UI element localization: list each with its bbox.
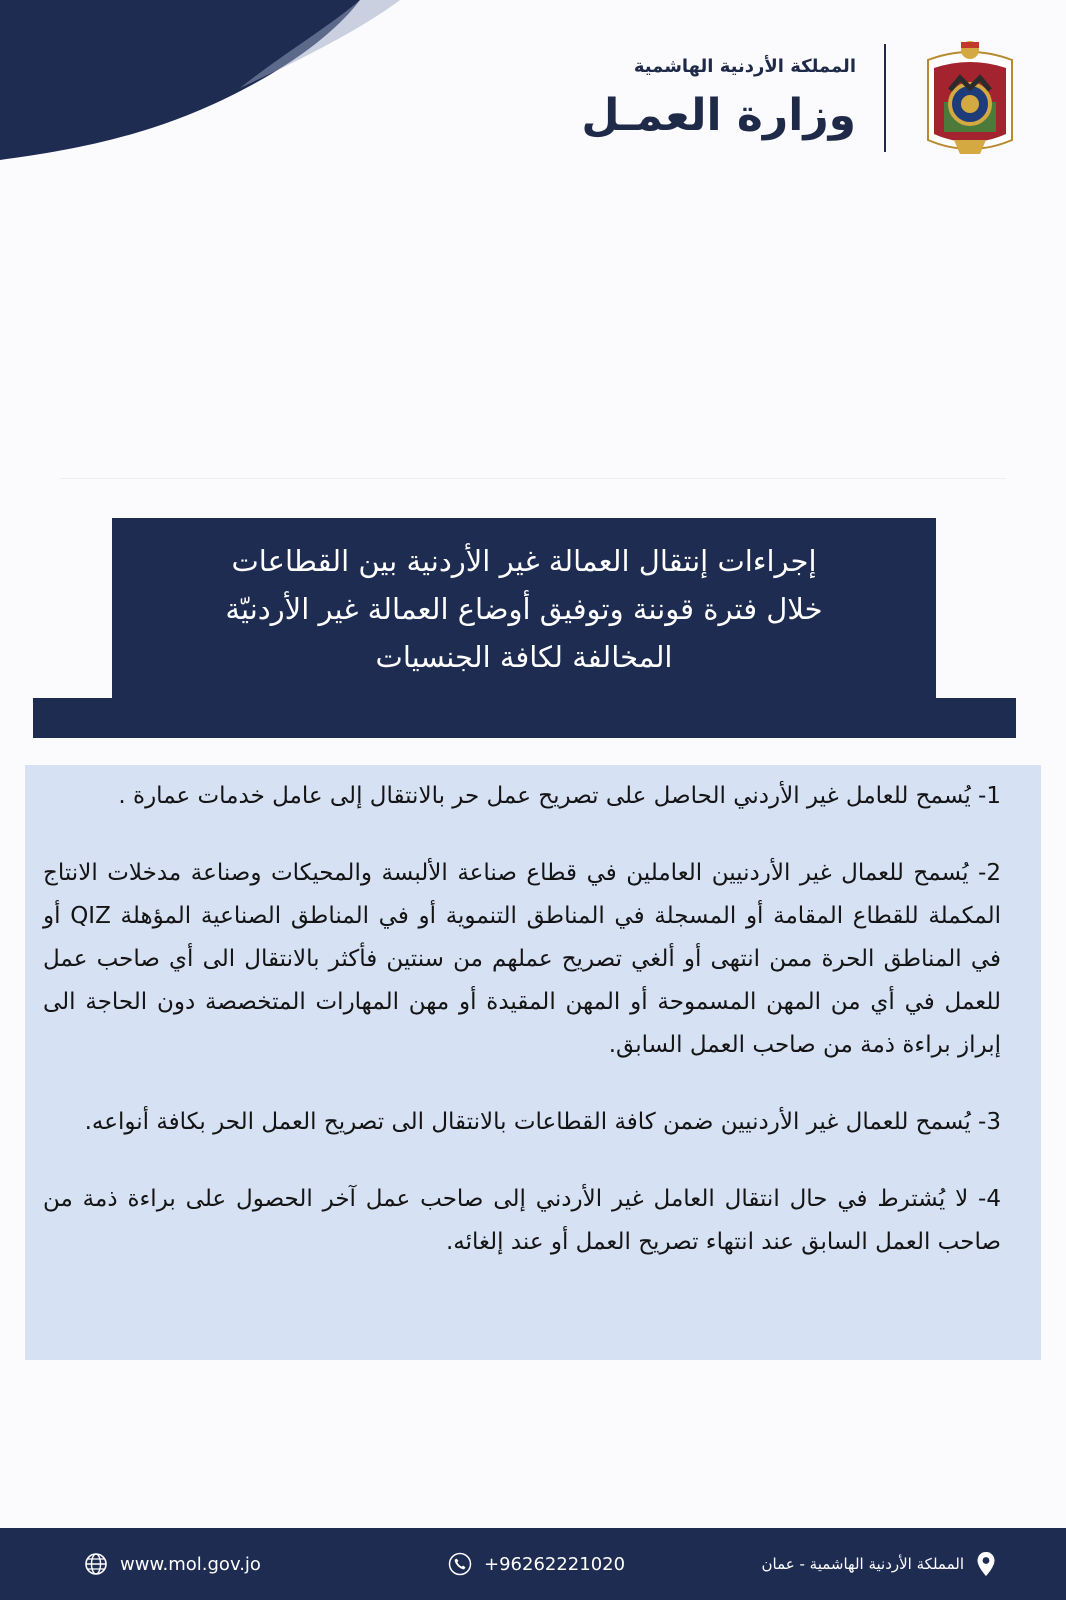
header-divider xyxy=(884,44,886,152)
jordan-coat-of-arms-icon xyxy=(914,30,1026,166)
footer-website[interactable] xyxy=(84,1528,261,1600)
header-wave-decoration xyxy=(0,0,400,170)
page-header xyxy=(581,30,1026,170)
globe-icon xyxy=(84,1552,108,1576)
kingdom-name: المملكة الأردنية الهاشمية xyxy=(633,56,856,77)
website-text: www.mol.gov.jo xyxy=(120,1553,261,1575)
procedures-panel xyxy=(25,765,1041,1360)
title-underbar xyxy=(33,698,1016,738)
procedure-item: 4- لا يُشترط في حال انتقال العامل غير الأردني إلى صاحب عمل آخر الحصول على براءة ذمة من صاحب العمل السابق عند انتهاء تصريح العمل أو عند إلغائه. xyxy=(43,1186,1001,1255)
faint-divider xyxy=(60,478,1006,479)
title-line: المخالفة لكافة الجنسيات xyxy=(375,640,673,674)
phone-text: +96262221020 xyxy=(484,1553,626,1575)
title-line: إجراءات إنتقال العمالة غير الأردنية بين القطاعات xyxy=(231,544,817,578)
footer-phone[interactable] xyxy=(448,1528,625,1600)
title-line: خلال فترة قوننة وتوفيق أوضاع العمالة غير الأردنيّة xyxy=(225,592,823,626)
location-pin-icon xyxy=(976,1551,996,1577)
procedure-item: 3- يُسمح للعمال غير الأردنيين ضمن كافة القطاعات بالانتقال الى تصريح العمل الحر بكافة أنواعه. xyxy=(84,1109,1001,1135)
page-footer xyxy=(0,1528,1066,1600)
footer-location xyxy=(762,1528,997,1600)
ministry-name: وزارة العمـل xyxy=(581,90,856,141)
procedure-item: 2- يُسمح للعمال غير الأردنيين العاملين في قطاع صناعة الألبسة والمحيكات وصناعة مدخلات الانتاج المكملة للقطاع المقامة أو المسجلة في المناطق التنموية أو في المناطق الصناعية المؤهلة QIZ أو في المناطق الحرة ممن انتهى أو ألغي تصريح عملهم من سنتين فأكثر بالانتقال الى أي صاحب عمل للعمل في أي من المهن المسموحة أو المهن المقيدة أو مهن المهارات المتخصصة دون الحاجة الى إبراز براءة ذمة من صاحب العمل السابق. xyxy=(43,860,1001,1058)
phone-icon xyxy=(448,1552,472,1576)
location-text: المملكة الأردنية الهاشمية - عمان xyxy=(761,1555,964,1573)
procedure-item: 1- يُسمح للعامل غير الأردني الحاصل على تصريح عمل حر بالانتقال إلى عامل خدمات عمارة . xyxy=(118,783,1001,809)
page-title xyxy=(112,518,936,700)
